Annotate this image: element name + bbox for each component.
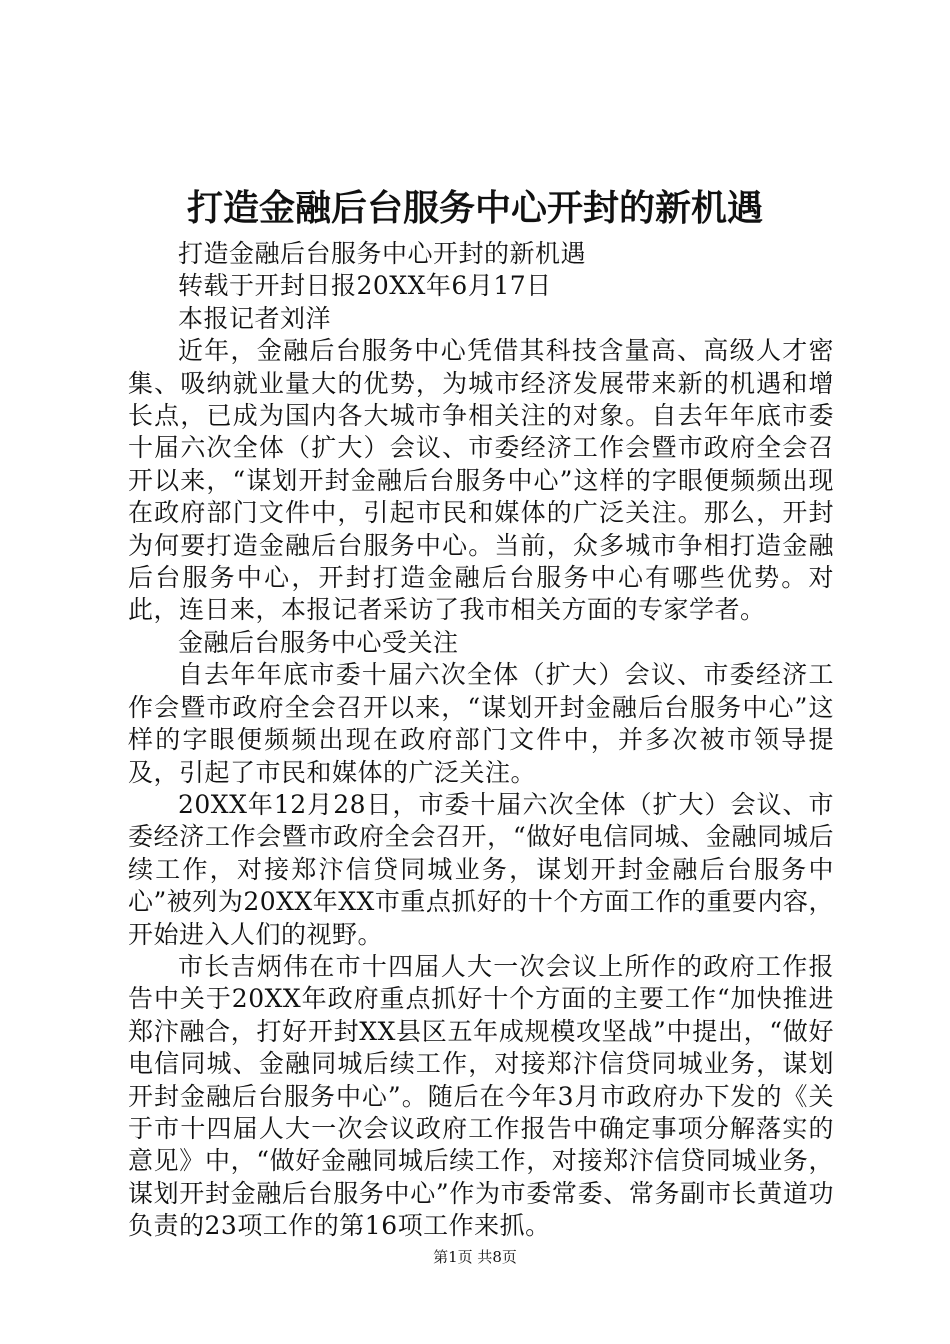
paragraph-intro: 近年，金融后台服务中心凭借其科技含量高、高级人才密集、吸纳就业量大的优势，为城市经济发展带来新的机遇和增长点，已成为国内各大城市争相关注的对象。自去年年底市委十届六次全体（扩大）会议、市委经济工作会暨市政府全会召开以来，“谋划开封金融后台服务中心”这样的字眼便频频出现在政府部门文件中，引起市民和媒体的广泛关注。那么，开封为何要打造金融后台服务中心。当前，众多城市争相打造金融后台服务中心，开封打造金融后台服务中心有哪些优势。对此，连日来，本报记者采访了我市相关方面的专家学者。 (128, 336, 834, 625)
page-footer: 第1页 共8页 (433, 1248, 517, 1266)
paragraph-reporter: 本报记者刘洋 (178, 303, 332, 333)
paragraph-meeting: 20XX年12月28日，市委十届六次全体（扩大）会议、市委经济工作会暨市政府全会召开，“做好电信同城、金融同城后续工作，对接郑汴信贷同城业务，谋划开封金融后台服务中心”被列为20XX年XX市重点抓好的十个方面工作的重要内容，开始进入人们的视野。 (128, 789, 834, 949)
paragraph-subtitle: 打造金融后台服务中心开封的新机遇 (178, 239, 587, 268)
section-heading: 金融后台服务中心受关注 (178, 627, 459, 657)
document-title: 打造金融后台服务中心开封的新机遇 (186, 187, 763, 229)
paragraph-report: 市长吉炳伟在市十四届人大一次会议上所作的政府工作报告中关于20XX年政府重点抓好十个方面的主要工作“加快推进郑汴融合，打好开封XX县区五年成规模攻坚战”中提出，“做好电信同城、金融同城后续工作，对接郑汴信贷同城业务，谋划开封金融后台服务中心”。随后在今年3月市政府办下发的《关于市十四届人大一次会议政府工作报告中确定事项分解落实的意见》中，“做好金融同城后续工作，对接郑汴信贷同城业务，谋划开封金融后台服务中心”作为市委常委、常务副市长黄道功负责的23项工作的第16项工作来抓。 (128, 951, 834, 1241)
paragraph-background: 自去年年底市委十届六次全体（扩大）会议、市委经济工作会暨市政府全会召开以来，“谋划开封金融后台服务中心”这样的字眼便频频出现在政府部门文件中，并多次被市领导提及，引起了市民和媒体的广泛关注。 (128, 660, 834, 787)
paragraph-source: 转载于开封日报20XX年6月17日 (178, 271, 552, 301)
document-body (128, 238, 834, 1243)
